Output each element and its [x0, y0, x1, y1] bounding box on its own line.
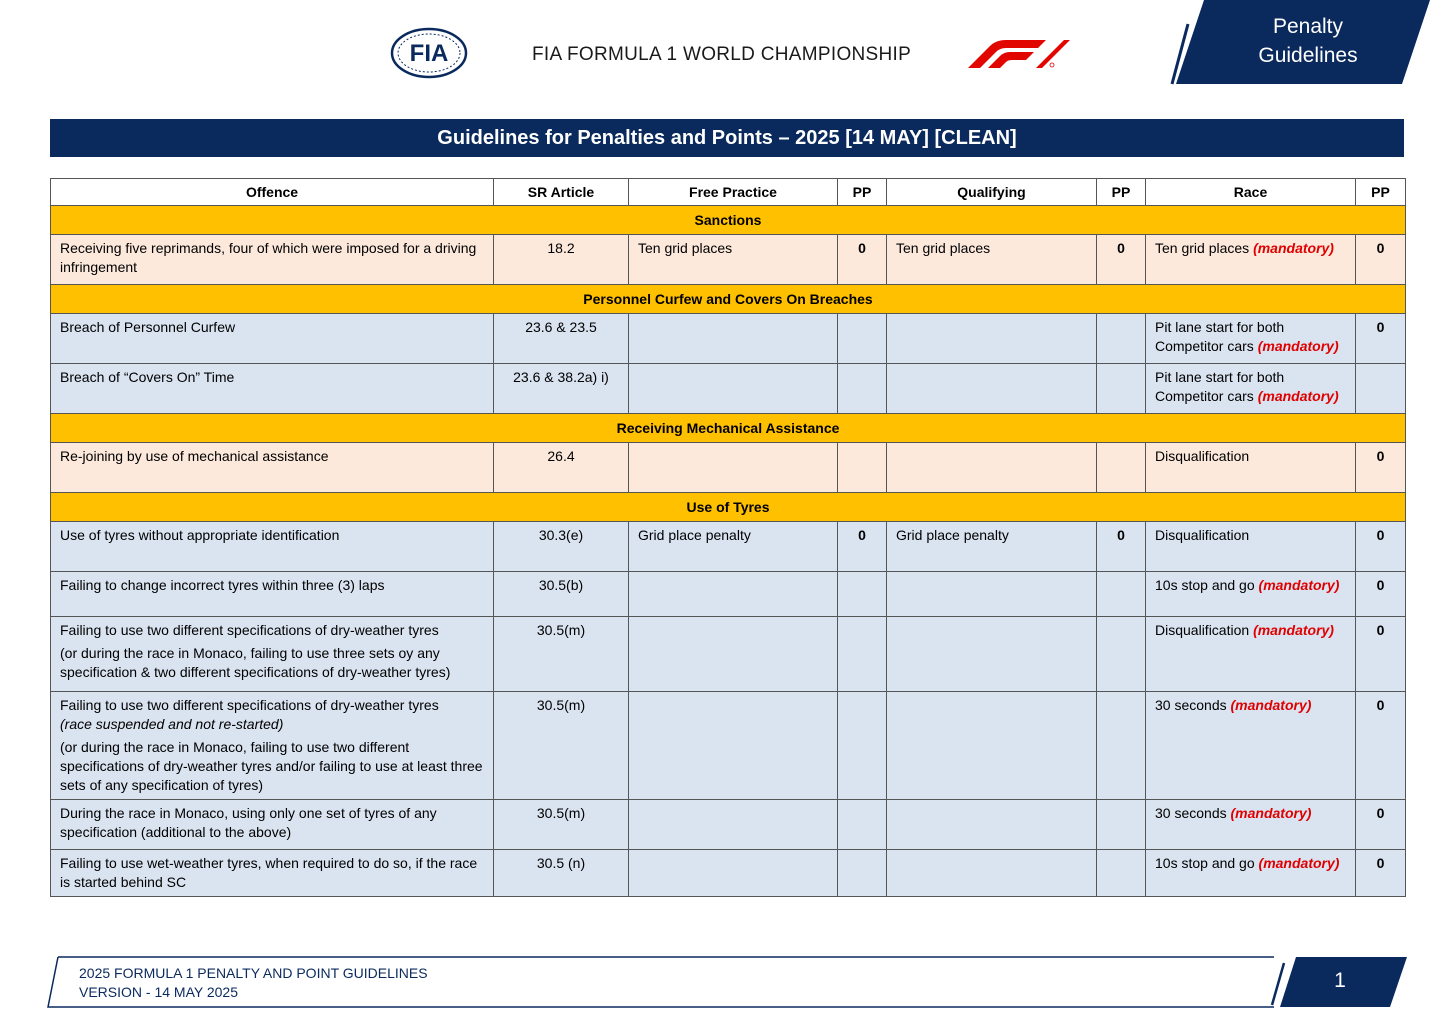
- race-pp-cell: [1356, 364, 1406, 414]
- q-pp-cell: [1097, 364, 1146, 414]
- offence-cell: Use of tyres without appropriate identification: [51, 522, 494, 572]
- fp-pp-cell: [838, 572, 887, 617]
- fp-pp-cell: [838, 800, 887, 850]
- race-penalty: 30 seconds: [1155, 805, 1227, 821]
- q-cell: [887, 617, 1097, 692]
- race-penalty: 10s stop and go: [1155, 577, 1255, 593]
- table-row: [51, 364, 1406, 414]
- table-row: [51, 572, 1406, 617]
- col-race: Race: [1146, 179, 1356, 206]
- section-row: [51, 493, 1406, 522]
- fp-cell: [629, 314, 838, 364]
- article-cell: 18.2: [494, 235, 629, 285]
- q-pp-cell: [1097, 572, 1146, 617]
- article-cell: 30.5(m): [494, 692, 629, 800]
- article-cell: 30.5(b): [494, 572, 629, 617]
- fp-pp-cell: [838, 364, 887, 414]
- offence-text: Failing to use two different specifications of dry-weather tyres: [60, 622, 439, 638]
- fp-pp-cell: [838, 443, 887, 493]
- race-pp-cell: 0: [1356, 443, 1406, 493]
- fp-pp-cell: [838, 617, 887, 692]
- offence-cell: [51, 692, 494, 800]
- mandatory-label: (mandatory): [1230, 805, 1312, 821]
- race-pp-cell: 0: [1356, 800, 1406, 850]
- section-title: Use of Tyres: [51, 493, 1406, 522]
- q-cell: [887, 850, 1097, 897]
- col-free-practice: Free Practice: [629, 179, 838, 206]
- offence-cell: Failing to use wet-weather tyres, when required to do so, if the race is started behind SC: [51, 850, 494, 897]
- section-title: Receiving Mechanical Assistance: [51, 414, 1406, 443]
- q-cell: [887, 364, 1097, 414]
- mandatory-label: (mandatory): [1258, 577, 1340, 593]
- q-cell: Ten grid places: [887, 235, 1097, 285]
- race-penalty: Disqualification: [1155, 622, 1250, 638]
- race-penalty: Ten grid places: [1155, 240, 1250, 256]
- q-pp-cell: [1097, 800, 1146, 850]
- q-pp-cell: [1097, 850, 1146, 897]
- article-cell: 30.5(m): [494, 800, 629, 850]
- page-number: 1: [1334, 969, 1346, 992]
- race-cell: [1146, 692, 1356, 800]
- penalty-table: [50, 178, 1406, 897]
- race-cell: [1146, 364, 1356, 414]
- fp-pp-cell: 0: [838, 235, 887, 285]
- table-row: [51, 443, 1406, 493]
- fp-pp-cell: 0: [838, 522, 887, 572]
- corner-line1: Penalty: [1272, 15, 1344, 38]
- offence-note: (or during the race in Monaco, failing to use three sets oy any specification & two different specifications of dry-weather tyres): [60, 645, 451, 680]
- race-cell: [1146, 617, 1356, 692]
- col-offence: Offence: [51, 179, 494, 206]
- fp-cell: [629, 572, 838, 617]
- section-row: [51, 414, 1406, 443]
- race-pp-cell: 0: [1356, 692, 1406, 800]
- fp-pp-cell: [838, 314, 887, 364]
- q-cell: [887, 314, 1097, 364]
- offence-cell: [51, 617, 494, 692]
- corner-line2: Guidelines: [1258, 44, 1358, 67]
- race-cell: [1146, 850, 1356, 897]
- article-cell: 30.5 (n): [494, 850, 629, 897]
- race-pp-cell: 0: [1356, 572, 1406, 617]
- race-penalty: Pit lane start for both Competitor cars: [1155, 319, 1285, 354]
- offence-cell: Re-joining by use of mechanical assistance: [51, 443, 494, 493]
- fp-cell: [629, 850, 838, 897]
- race-pp-cell: 0: [1356, 522, 1406, 572]
- fp-cell: [629, 443, 838, 493]
- offence-note: (or during the race in Monaco, failing to use two different specifications of dry-weather tyres and/or failing to use at least three sets of any specification of tyres): [60, 739, 483, 793]
- corner-title: [1200, 12, 1416, 70]
- race-cell: [1146, 572, 1356, 617]
- fp-cell: Grid place penalty: [629, 522, 838, 572]
- race-penalty: 10s stop and go: [1155, 855, 1255, 871]
- table-row: [51, 522, 1406, 572]
- footer-line1: 2025 FORMULA 1 PENALTY AND POINT GUIDELINES: [79, 965, 428, 981]
- footer-text: [79, 964, 428, 1002]
- article-cell: 23.6 & 38.2a) i): [494, 364, 629, 414]
- col-fp-pp: PP: [838, 179, 887, 206]
- col-qualifying: Qualifying: [887, 179, 1097, 206]
- article-cell: 30.3(e): [494, 522, 629, 572]
- q-pp-cell: [1097, 617, 1146, 692]
- section-row: [51, 285, 1406, 314]
- mandatory-label: (mandatory): [1257, 388, 1339, 404]
- fp-cell: Ten grid places: [629, 235, 838, 285]
- race-penalty: Pit lane start for both Competitor cars: [1155, 369, 1285, 404]
- article-cell: 23.6 & 23.5: [494, 314, 629, 364]
- q-cell: [887, 443, 1097, 493]
- offence-italic-note: (race suspended and not re-started): [60, 716, 284, 732]
- fp-pp-cell: [838, 692, 887, 800]
- race-cell: Disqualification: [1146, 443, 1356, 493]
- article-cell: 30.5(m): [494, 617, 629, 692]
- fp-pp-cell: [838, 850, 887, 897]
- offence-cell: Breach of Personnel Curfew: [51, 314, 494, 364]
- q-cell: [887, 800, 1097, 850]
- col-race-pp: PP: [1356, 179, 1406, 206]
- article-cell: 26.4: [494, 443, 629, 493]
- fp-cell: [629, 364, 838, 414]
- race-pp-cell: 0: [1356, 850, 1406, 897]
- offence-text: Failing to use two different specifications of dry-weather tyres: [60, 697, 439, 713]
- fp-cell: [629, 617, 838, 692]
- race-cell: [1146, 314, 1356, 364]
- offence-cell: Breach of “Covers On” Time: [51, 364, 494, 414]
- section-title: Personnel Curfew and Covers On Breaches: [51, 285, 1406, 314]
- championship-title: FIA FORMULA 1 WORLD CHAMPIONSHIP: [532, 44, 912, 65]
- q-cell: Grid place penalty: [887, 522, 1097, 572]
- page-title-banner: Guidelines for Penalties and Points – 2025 [14 MAY] [CLEAN]: [50, 119, 1404, 157]
- q-pp-cell: 0: [1097, 235, 1146, 285]
- table-row: [51, 235, 1406, 285]
- table-header-row: [51, 179, 1406, 206]
- table-row: [51, 314, 1406, 364]
- race-pp-cell: 0: [1356, 314, 1406, 364]
- race-cell: Disqualification: [1146, 522, 1356, 572]
- section-row: [51, 206, 1406, 235]
- footer-line2: VERSION - 14 MAY 2025: [79, 984, 238, 1000]
- q-cell: [887, 572, 1097, 617]
- mandatory-label: (mandatory): [1253, 240, 1334, 256]
- race-cell: [1146, 235, 1356, 285]
- fia-logo-text: FIA: [409, 40, 449, 67]
- col-sr-article: SR Article: [494, 179, 629, 206]
- fp-cell: [629, 800, 838, 850]
- fp-cell: [629, 692, 838, 800]
- offence-cell: During the race in Monaco, using only one set of tyres of any specification (additional to the above): [51, 800, 494, 850]
- q-pp-cell: [1097, 314, 1146, 364]
- race-pp-cell: 0: [1356, 235, 1406, 285]
- table-row: [51, 617, 1406, 692]
- q-pp-cell: [1097, 692, 1146, 800]
- table-row: [51, 800, 1406, 850]
- q-pp-cell: [1097, 443, 1146, 493]
- race-pp-cell: 0: [1356, 617, 1406, 692]
- q-cell: [887, 692, 1097, 800]
- race-penalty: 30 seconds: [1155, 697, 1227, 713]
- race-cell: [1146, 800, 1356, 850]
- table-row: [51, 850, 1406, 897]
- offence-cell: Failing to change incorrect tyres within three (3) laps: [51, 572, 494, 617]
- f1-logo: [960, 38, 1072, 70]
- offence-cell: Receiving five reprimands, four of which were imposed for a driving infringement: [51, 235, 494, 285]
- mandatory-label: (mandatory): [1258, 855, 1340, 871]
- mandatory-label: (mandatory): [1253, 622, 1334, 638]
- section-title: Sanctions: [51, 206, 1406, 235]
- col-q-pp: PP: [1097, 179, 1146, 206]
- q-pp-cell: 0: [1097, 522, 1146, 572]
- mandatory-label: (mandatory): [1257, 338, 1339, 354]
- mandatory-label: (mandatory): [1230, 697, 1312, 713]
- table-row: [51, 692, 1406, 800]
- fia-logo: [390, 27, 468, 79]
